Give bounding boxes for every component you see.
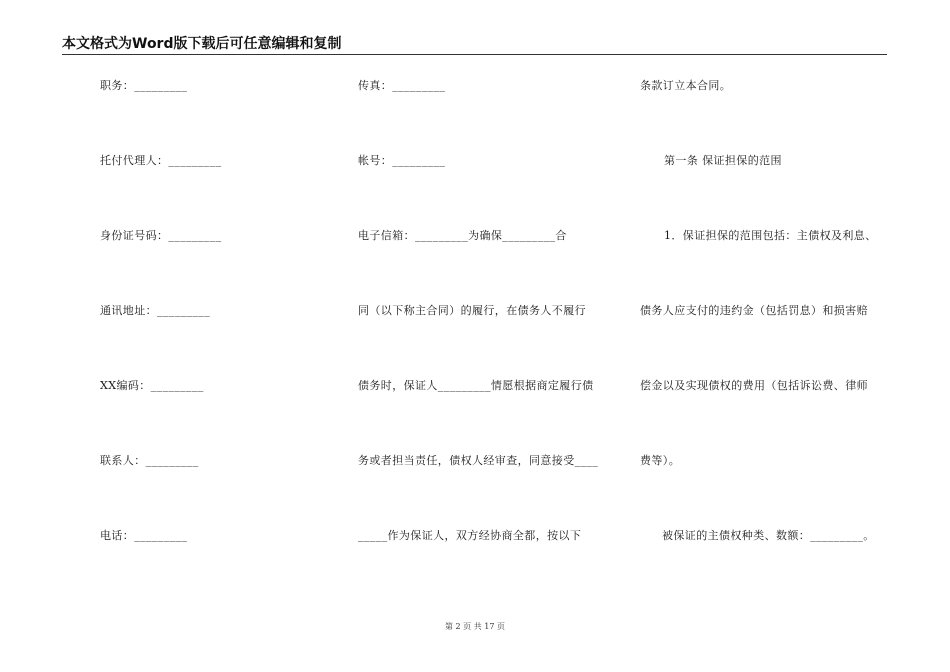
text-line: 同（以下称主合同）的履行，在债务人不履行 — [358, 304, 586, 317]
section-heading: 第一条 保证担保的范围 — [664, 154, 782, 167]
text-line: 通讯地址：_________ — [100, 304, 211, 317]
text-column-middle — [358, 0, 618, 600]
text-line: 1．保证担保的范围包括：主债权及利息、 — [664, 229, 877, 242]
text-line: 费等）。 — [640, 454, 681, 467]
page-number: 第 2 页 共 17 页 — [445, 622, 505, 631]
text-line: 职务：_________ — [100, 79, 188, 92]
text-column-left — [100, 0, 350, 600]
text-line: 联系人：_________ — [100, 454, 199, 467]
text-line: 条款订立本合同。 — [640, 79, 732, 92]
text-line: _____作为保证人，双方经协商全都，按以下 — [358, 529, 582, 542]
text-column-right — [640, 0, 890, 600]
text-line: 务或者担当责任，债权人经审查，同意接受____ — [358, 454, 599, 467]
text-line: 托付代理人：_________ — [100, 154, 222, 167]
text-line: 被保证的主债权种类、数额：_________。 — [662, 529, 875, 542]
text-line: 帐号：_________ — [358, 154, 446, 167]
text-line: 债务人应支付的违约金（包括罚息）和损害赔 — [640, 304, 868, 317]
text-line: 传真：_________ — [358, 79, 446, 92]
text-line: 债务时，保证人_________情愿根据商定履行债 — [358, 379, 594, 392]
text-line: 身份证号码：_________ — [100, 229, 222, 242]
text-line: 电话：_________ — [100, 529, 188, 542]
text-line: 偿金以及实现债权的费用（包括诉讼费、律师 — [640, 379, 868, 392]
header-title: 本文格式为Word版下载后可任意编辑和复制 — [62, 36, 342, 52]
text-line: XX编码：_________ — [100, 379, 204, 392]
text-line: 电子信箱：_________为确保_________合 — [358, 229, 567, 242]
